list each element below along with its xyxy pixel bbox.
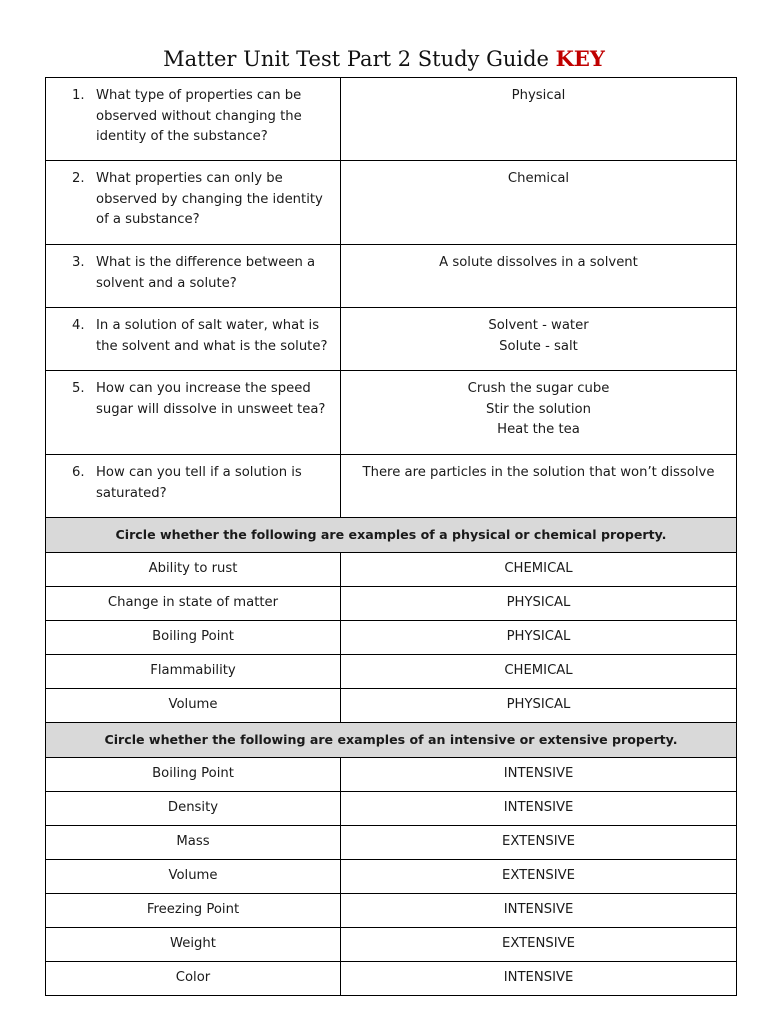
property-item: Change in state of matter	[46, 587, 341, 621]
question-row	[46, 371, 737, 455]
question-cell	[46, 455, 341, 518]
answer-cell	[341, 161, 737, 245]
section-header-intensive-extensive: Circle whether the following are examples of an intensive or extensive property.	[46, 723, 737, 758]
answer-line: Heat the tea	[497, 422, 580, 437]
question-row	[46, 308, 737, 371]
answer-line: Physical	[511, 88, 566, 103]
property-answer: EXTENSIVE	[341, 826, 737, 860]
property-item: Flammability	[46, 655, 341, 689]
property-item: Boiling Point	[46, 621, 341, 655]
property-row	[46, 689, 737, 723]
question-text: How can you increase the speed sugar will dissolve in unsweet tea?	[96, 381, 326, 417]
property-row	[46, 894, 737, 928]
property-answer: EXTENSIVE	[341, 928, 737, 962]
property-answer: INTENSIVE	[341, 962, 737, 996]
question-number: 6.	[72, 465, 85, 480]
answer-line: Solvent - water	[488, 318, 589, 333]
question-row	[46, 161, 737, 245]
answer-cell	[341, 245, 737, 308]
property-answer: CHEMICAL	[341, 655, 737, 689]
answer-line: Chemical	[507, 171, 570, 186]
property-answer: PHYSICAL	[341, 587, 737, 621]
question-cell	[46, 78, 341, 161]
property-row	[46, 962, 737, 996]
property-item: Freezing Point	[46, 894, 341, 928]
property-row	[46, 826, 737, 860]
question-text: In a solution of salt water, what is the solvent and what is the solute?	[96, 318, 328, 354]
question-row	[46, 78, 737, 161]
section-header-row	[46, 518, 737, 553]
question-cell	[46, 161, 341, 245]
property-answer: INTENSIVE	[341, 792, 737, 826]
property-item: Ability to rust	[46, 553, 341, 587]
property-row	[46, 928, 737, 962]
answer-line: There are particles in the solution that won’t dissolve	[362, 465, 715, 480]
property-answer: EXTENSIVE	[341, 860, 737, 894]
answer-line: Solute - salt	[499, 338, 578, 354]
question-cell	[46, 371, 341, 455]
answer-cell	[341, 371, 737, 455]
question-text: What type of properties can be observed without changing the identity of the substance?	[96, 88, 302, 144]
answer-line: A solute dissolves in a solvent	[439, 255, 638, 270]
answer-cell	[341, 455, 737, 518]
study-guide-table	[45, 77, 737, 996]
question-number: 5.	[72, 381, 85, 396]
property-answer: INTENSIVE	[341, 894, 737, 928]
property-row	[46, 655, 737, 689]
section-header-physical-chemical: Circle whether the following are examples of a physical or chemical property.	[46, 518, 737, 553]
property-item: Volume	[46, 860, 341, 894]
property-row	[46, 587, 737, 621]
question-number: 3.	[72, 255, 85, 270]
property-row	[46, 758, 737, 792]
page-title	[0, 44, 768, 74]
property-row	[46, 553, 737, 587]
property-answer: PHYSICAL	[341, 689, 737, 723]
title-main: Matter Unit Test Part 2 Study Guide	[163, 47, 556, 71]
property-item: Volume	[46, 689, 341, 723]
question-row	[46, 455, 737, 518]
answer-cell	[341, 78, 737, 161]
property-row	[46, 792, 737, 826]
section-header-row	[46, 723, 737, 758]
property-row	[46, 860, 737, 894]
question-number: 4.	[72, 318, 85, 333]
question-cell	[46, 308, 341, 371]
question-text: What properties can only be observed by changing the identity of a substance?	[96, 171, 323, 227]
property-item: Weight	[46, 928, 341, 962]
property-answer: PHYSICAL	[341, 621, 737, 655]
question-cell	[46, 245, 341, 308]
property-row	[46, 621, 737, 655]
property-item: Density	[46, 792, 341, 826]
question-text: What is the difference between a solvent and a solute?	[96, 255, 316, 291]
property-item: Boiling Point	[46, 758, 341, 792]
answer-line: Stir the solution	[486, 401, 591, 417]
question-text: How can you tell if a solution is saturated?	[96, 465, 302, 501]
property-answer: CHEMICAL	[341, 553, 737, 587]
property-item: Mass	[46, 826, 341, 860]
question-number: 2.	[72, 171, 85, 186]
question-number: 1.	[72, 88, 85, 103]
property-answer: INTENSIVE	[341, 758, 737, 792]
property-item: Color	[46, 962, 341, 996]
question-row	[46, 245, 737, 308]
answer-cell	[341, 308, 737, 371]
title-key: KEY	[555, 46, 605, 71]
answer-line: Crush the sugar cube	[467, 381, 610, 396]
